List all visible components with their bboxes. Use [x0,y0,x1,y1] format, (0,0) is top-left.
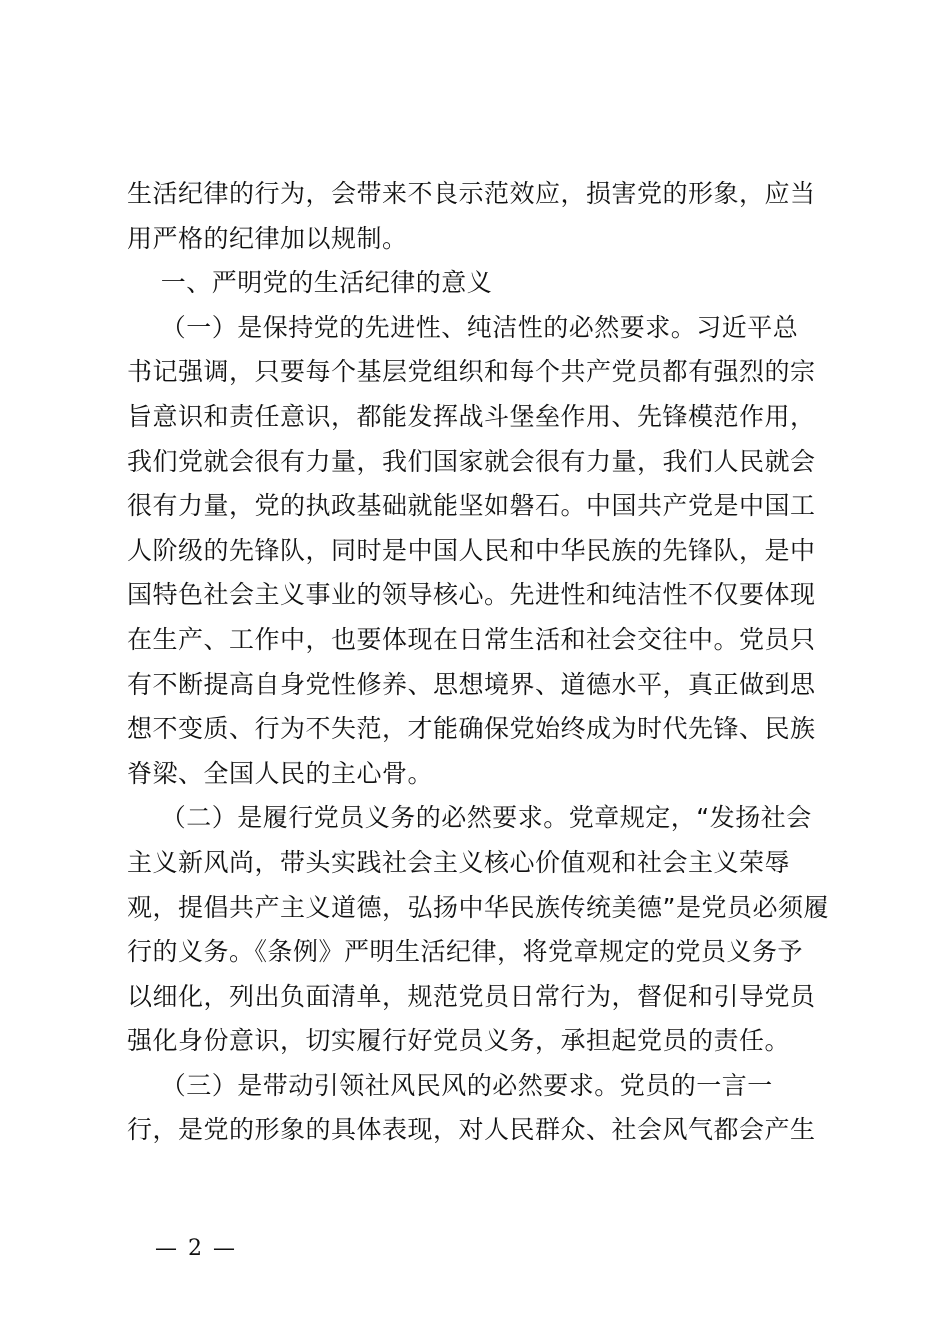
text-line: 人阶级的先锋队，同时是中国人民和中华民族的先锋队，是中 [127,535,816,565]
body-text [127,172,830,1153]
text-line: 很有力量，党的执政基础就能坚如磐石。中国共产党是中国工 [127,491,816,521]
text-line: 我们党就会很有力量，我们国家就会很有力量，我们人民就会 [127,446,816,476]
text-line: 行，是党的形象的具体表现，对人民群众、社会风气都会产生 [127,1115,816,1145]
text-line: （三）是带动引领社风民风的必然要求。党员的一言一 [127,1070,773,1100]
text-line: 在生产、工作中，也要体现在日常生活和社会交往中。党员只 [127,624,816,654]
text-line: 想不变质、行为不失范，才能确保党始终成为时代先锋、民族 [127,714,816,744]
text-line: 脊梁、全国人民的主心骨。 [127,758,434,788]
page-number: — 2 — [155,1236,237,1261]
text-line: 用严格的纪律加以规制。 [127,223,408,253]
text-line: （一）是保持党的先进性、纯洁性的必然要求。习近平总 [127,312,799,342]
text-line: 主义新风尚，带头实践社会主义核心价值观和社会主义荣辱 [127,847,791,877]
text-line: 生活纪律的行为，会带来不良示范效应，损害党的形象，应当 [127,179,816,208]
text-line: 旨意识和责任意识，都能发挥战斗堡垒作用、先锋模范作用， [127,401,816,431]
text-line: 强化身份意识，切实履行好党员义务，承担起党员的责任。 [127,1026,791,1056]
section-heading: 一、严明党的生活纪律的意义 [127,268,493,298]
text-line: （二）是履行党员义务的必然要求。党章规定，“发扬社会 [127,803,812,833]
text-line: 有不断提高自身党性修养、思想境界、道德水平，真正做到思 [127,669,816,699]
text-line: 以细化，列出负面清单，规范党员日常行为，督促和引导党员 [127,981,816,1011]
text-line: 行的义务。《条例》严明生活纪律，将党章规定的党员义务予 [127,937,804,967]
text-line: 国特色社会主义事业的领导核心。先进性和纯洁性不仅要体现 [127,580,816,610]
text-line: 观，提倡共产主义道德，弘扬中华民族传统美德”是党员必须履 [127,892,829,922]
text-line: 书记强调，只要每个基层党组织和每个共产党员都有强烈的宗 [127,357,816,387]
